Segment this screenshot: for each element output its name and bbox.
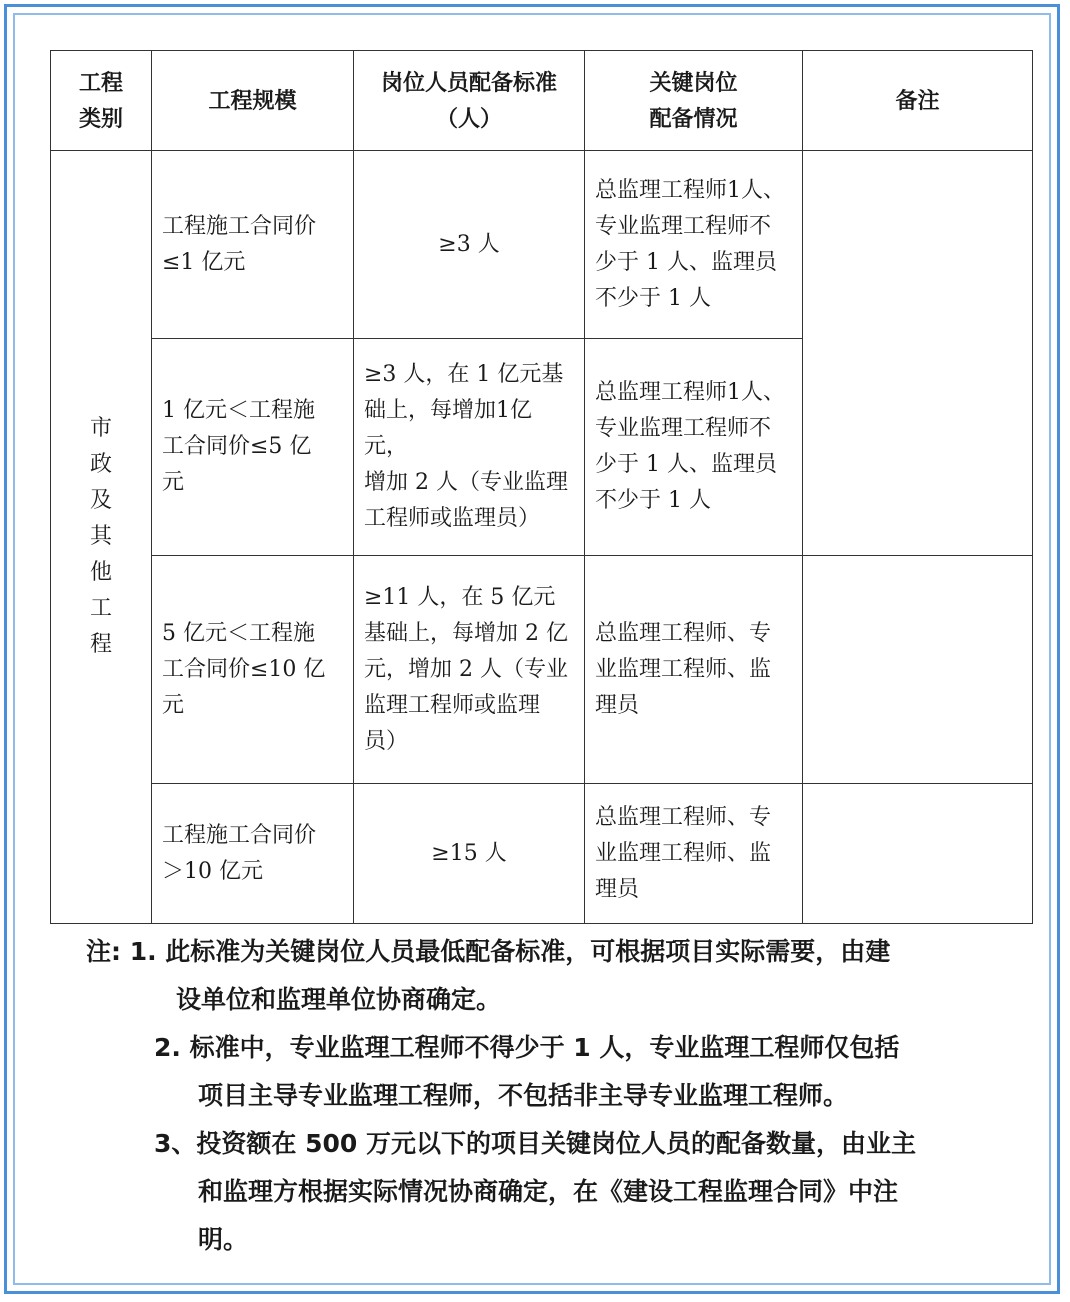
header-category	[51, 51, 152, 151]
staffing-cell: ≥3 人，在 1 亿元基 础上，每增加1亿元， 增加 2 人（专业监理 工程师或监理员）	[354, 339, 585, 556]
category-char: 他	[89, 560, 112, 585]
note-3-line3: 明。	[198, 1225, 249, 1254]
key-positions-cell: 总监理工程师、专 业监理工程师、监 理员	[585, 784, 803, 924]
header-category-line1: 工程	[78, 69, 123, 96]
category-char: 其	[89, 524, 112, 549]
notes-section	[86, 928, 1016, 1264]
category-char: 市	[89, 416, 112, 441]
staffing-cell: ≥11 人，在 5 亿元 基础上，每增加 2 亿 元，增加 2 人（专业 监理工程师或监理 员）	[354, 556, 585, 784]
staffing-standard-table	[50, 50, 1033, 924]
note-3-line2: 和监理方根据实际情况协商确定，在《建设工程监理合同》中注	[198, 1177, 899, 1206]
remarks-cell	[803, 151, 1033, 556]
key-positions-cell: 总监理工程师1人、 专业监理工程师不 少于 1 人、监理员 不少于 1 人	[585, 151, 803, 339]
table-row	[51, 556, 1033, 784]
category-char: 及	[89, 488, 112, 513]
staffing-cell: ≥15 人	[354, 784, 585, 924]
scale-cell: 工程施工合同价 ≤1 亿元	[152, 151, 354, 339]
note-2-line1: 2. 标准中，专业监理工程师不得少于 1 人，专业监理工程师仅包括	[154, 1033, 900, 1062]
key-positions-cell: 总监理工程师1人、 专业监理工程师不 少于 1 人、监理员 不少于 1 人	[585, 339, 803, 556]
header-remarks: 备注	[803, 51, 1033, 151]
header-staffing: 岗位人员配备标准 （人）	[354, 51, 585, 151]
header-key-positions: 关键岗位 配备情况	[585, 51, 803, 151]
category-char: 工	[89, 596, 112, 621]
note-1-line2: 设单位和监理单位协商确定。	[176, 985, 502, 1014]
table-header-row	[51, 51, 1033, 151]
remarks-cell	[803, 784, 1033, 924]
category-char: 程	[89, 632, 112, 657]
note-3-line1: 3、投资额在 500 万元以下的项目关键岗位人员的配备数量，由业主	[154, 1129, 916, 1158]
staffing-cell: ≥3 人	[354, 151, 585, 339]
category-char: 政	[89, 452, 112, 477]
remarks-cell	[803, 556, 1033, 784]
category-cell	[51, 151, 152, 924]
scale-cell: 1 亿元＜工程施 工合同价≤5 亿 元	[152, 339, 354, 556]
scale-cell: 工程施工合同价 ＞10 亿元	[152, 784, 354, 924]
key-positions-cell: 总监理工程师、专 业监理工程师、监 理员	[585, 556, 803, 784]
table-row	[51, 784, 1033, 924]
header-category-line2: 类别	[78, 105, 123, 132]
note-1-line1: 注: 1. 此标准为关键岗位人员最低配备标准，可根据项目实际需要，由建	[86, 937, 891, 966]
table-row	[51, 151, 1033, 339]
note-2-line2: 项目主导专业监理工程师，不包括非主导专业监理工程师。	[198, 1081, 849, 1110]
header-scale: 工程规模	[152, 51, 354, 151]
scale-cell: 5 亿元＜工程施 工合同价≤10 亿 元	[152, 556, 354, 784]
